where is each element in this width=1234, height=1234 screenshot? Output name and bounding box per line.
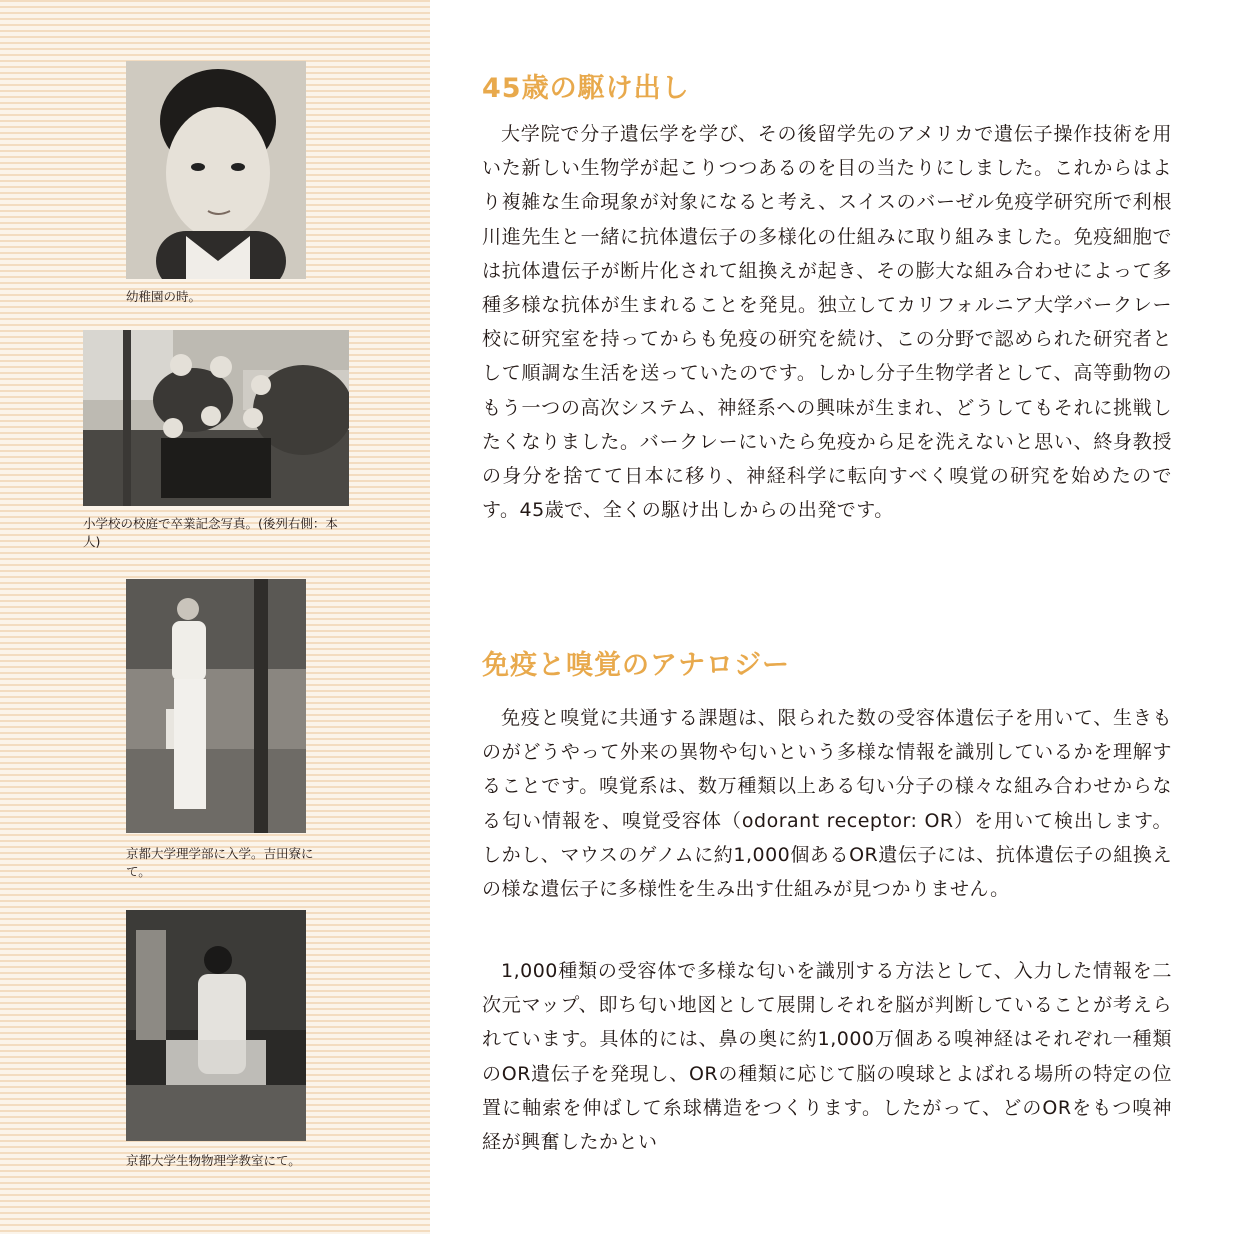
section-paragraph: 免疫と嗅覚に共通する課題は、限られた数の受容体遺伝子を用いて、生きものがどうやって外来の異物や匂いという多様な情報を識別しているかを理解することです。嗅覚系は、数万種類以上ある匂い分子の様々な組み合わせからなる匂い情報を、嗅覚受容体（odorant receptor: OR）を用いて検出します。しかし、マウスのゲノムに約1,000個あるOR遺伝子には、抗体遺伝子の組換えの様な遺伝子に多様性を生み出す仕組みが見つかりません。 — [482, 707, 1172, 901]
university-entry-photo — [126, 579, 306, 833]
section-paragraph: 1,000種類の受容体で多様な匂いを識別する方法として、入力した情報を二次元マップ、即ち匂い地図として展開しそれを脳が判断していることが考えられています。具体的には、鼻の奥に約1,000万個ある嗅神経はそれぞれ一種類のOR遺伝子を発現し、ORの種類に応じて脳の嗅球とよばれる場所の特定の位置に軸索を伸ばして糸球構造をつくります。したがって、どのORをもつ嗅神経が興奮したかとい — [482, 960, 1172, 1154]
biophysics-lab-photo — [126, 910, 306, 1141]
section-paragraph: 大学院で分子遺伝学を学び、その後留学先のアメリカで遺伝子操作技術を用いた新しい生物学が起こりつつあるのを目の当たりにしました。これからはより複雑な生命現象が対象になると考え、スイスのバーゼル免疫学研究所で利根川進先生と一緒に抗体遺伝子の多様化の仕組みに取り組みました。免疫細胞では抗体遺伝子が断片化されて組換えが起き、その膨大な組み合わせによって多種多様な抗体が生まれることを発見。独立してカリフォルニア大学バークレー校に研究室を持ってからも免疫の研究を続け、この分野で認められた研究者として順調な生活を送っていたのです。しかし分子生物学者として、高等動物のもう一つの高次システム、神経系への興味が生まれ、どうしてもそれに挑戦したくなりました。バークレーにいたら免疫から足を洗えないと思い、終身教授の身分を捨てて日本に移り、神経科学に転向すべく嗅覚の研究を始めたのです。45歳で、全くの駆け出しからの出発です。 — [482, 123, 1172, 522]
biophysics-lab-caption: 京都大学生物物理学教室にて。 — [126, 1153, 301, 1168]
university-entry-caption: 京都大学理学部に入学。吉田寮にて。 — [126, 846, 314, 879]
kindergarten-photo — [126, 61, 306, 279]
section-heading-late-start: 45歳の駆け出し — [482, 73, 690, 104]
elementary-caption: 小学校の校庭で卒業記念写真。(後列右側：本人) — [83, 516, 338, 549]
elementary-graduation-photo — [83, 330, 349, 506]
kindergarten-caption: 幼稚園の時。 — [126, 289, 202, 304]
elementary-graduation-photo-image — [83, 330, 349, 506]
section-heading-immune-olfaction-analogy: 免疫と嗅覚のアナロジー — [482, 650, 790, 681]
university-entry-photo-image — [126, 579, 306, 833]
biophysics-lab-photo-image — [126, 910, 306, 1141]
kindergarten-photo-image — [126, 61, 306, 279]
